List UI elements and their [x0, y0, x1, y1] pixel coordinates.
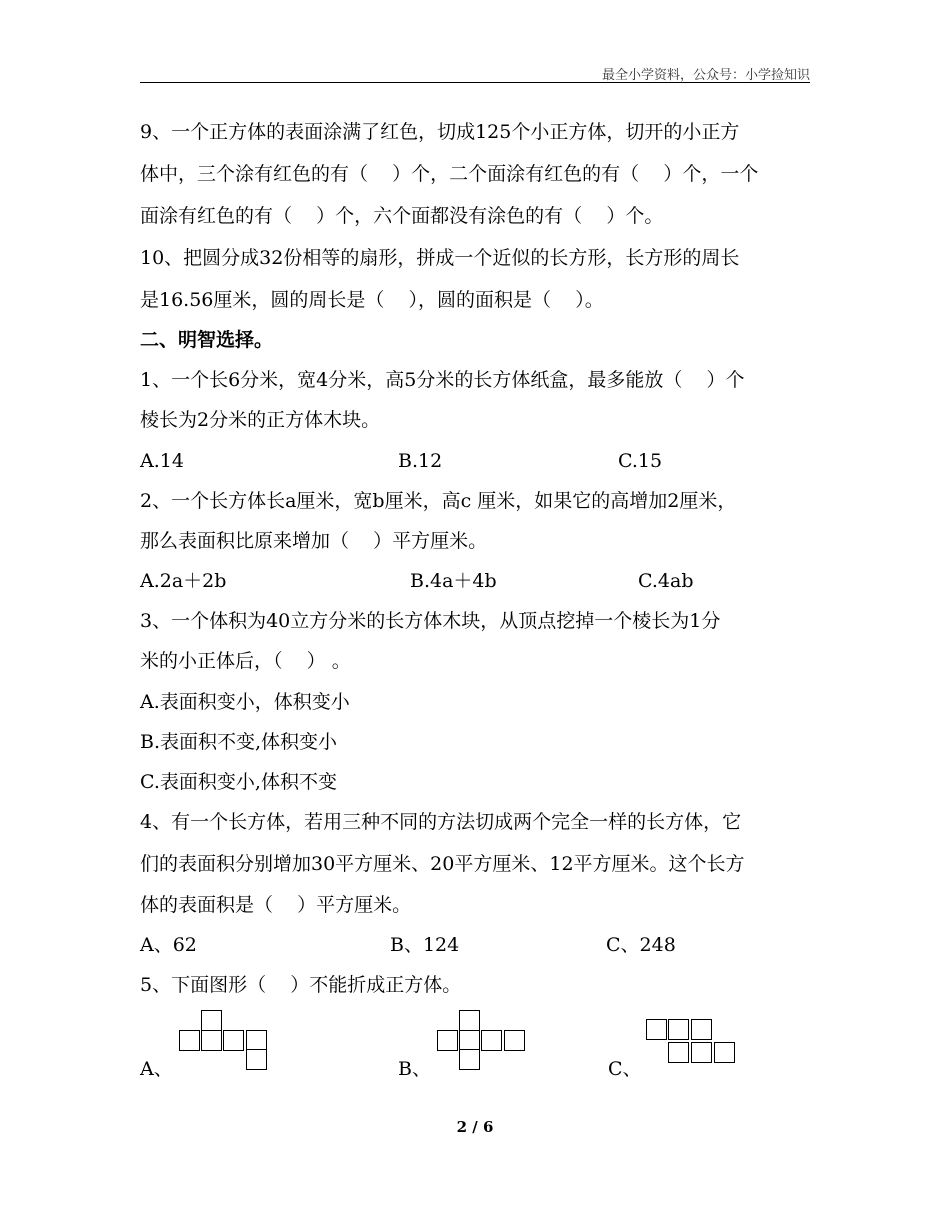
- mc3-option-c: C.表面积变小,体积不变: [140, 771, 337, 793]
- q9-line-2: 体中，三个涂有红色的有（ ）个，二个面涂有红色的有（ ）个，一个: [140, 163, 759, 185]
- mc2-line-1: 2、一个长方体长a厘米，宽b厘米，高c 厘米，如果它的高增加2厘米，: [140, 490, 737, 512]
- mc1-option-a: A.14: [140, 450, 184, 472]
- mc2-option-c: C.4ab: [638, 570, 694, 592]
- mc4-line-3: 体的表面积是（ ）平方厘米。: [140, 894, 412, 916]
- page-header: 最全小学资料，公众号：小学捡知识: [601, 68, 810, 83]
- page-number: 2 / 6: [456, 1118, 494, 1136]
- mc5-option-c-label: C、: [608, 1058, 642, 1080]
- mc2-option-a: A.2a＋2b: [140, 570, 227, 592]
- mc2-option-b: B.4a＋4b: [410, 570, 497, 592]
- mc1-option-c: C.15: [618, 450, 663, 472]
- mc5-option-b-label: B、: [398, 1058, 431, 1080]
- header-rule: [140, 82, 810, 83]
- mc4-option-b: B、124: [390, 934, 460, 956]
- mc5-option-a-label: A、: [140, 1058, 173, 1080]
- mc1-option-b: B.12: [398, 450, 443, 472]
- mc3-option-b: B.表面积不变,体积变小: [140, 731, 338, 753]
- mc3-line-1: 3、一个体积为40立方分米的长方体木块，从顶点挖掉一个棱长为1分: [140, 610, 721, 632]
- mc1-line-1: 1、一个长6分米，宽4分米，高5分米的长方体纸盒，最多能放（ ）个: [140, 369, 745, 391]
- q10-line-1: 10、把圆分成32份相等的扇形，拼成一个近似的长方形，长方形的周长: [140, 247, 740, 269]
- mc4-line-1: 4、有一个长方体，若用三种不同的方法切成两个完全一样的长方体，它: [140, 811, 742, 833]
- mc2-line-2: 那么表面积比原来增加（ ）平方厘米。: [140, 530, 488, 552]
- mc5-line-1: 5、下面图形（ ）不能折成正方体。: [140, 974, 462, 996]
- mc3-option-a: A.表面积变小，体积变小: [140, 691, 350, 713]
- q10-line-2: 是16.56厘米，圆的周长是（ ），圆的面积是（ ）。: [140, 289, 604, 311]
- section-title: 二、明智选择。: [140, 329, 274, 351]
- mc4-option-c: C、248: [606, 934, 676, 956]
- mc3-line-2: 米的小正体后，（ ） 。: [140, 650, 351, 672]
- q9-line-1: 9、一个正方体的表面涂满了红色，切成125个小正方体，切开的小正方: [140, 121, 740, 143]
- mc1-line-2: 棱长为2分米的正方体木块。: [140, 409, 381, 431]
- mc4-option-a: A、62: [140, 934, 197, 956]
- mc4-line-2: 们的表面积分别增加30平方厘米、20平方厘米、12平方厘米。这个长方: [140, 853, 745, 875]
- q9-line-3: 面涂有红色的有（ ）个，六个面都没有涂色的有（ ）个。: [140, 205, 664, 227]
